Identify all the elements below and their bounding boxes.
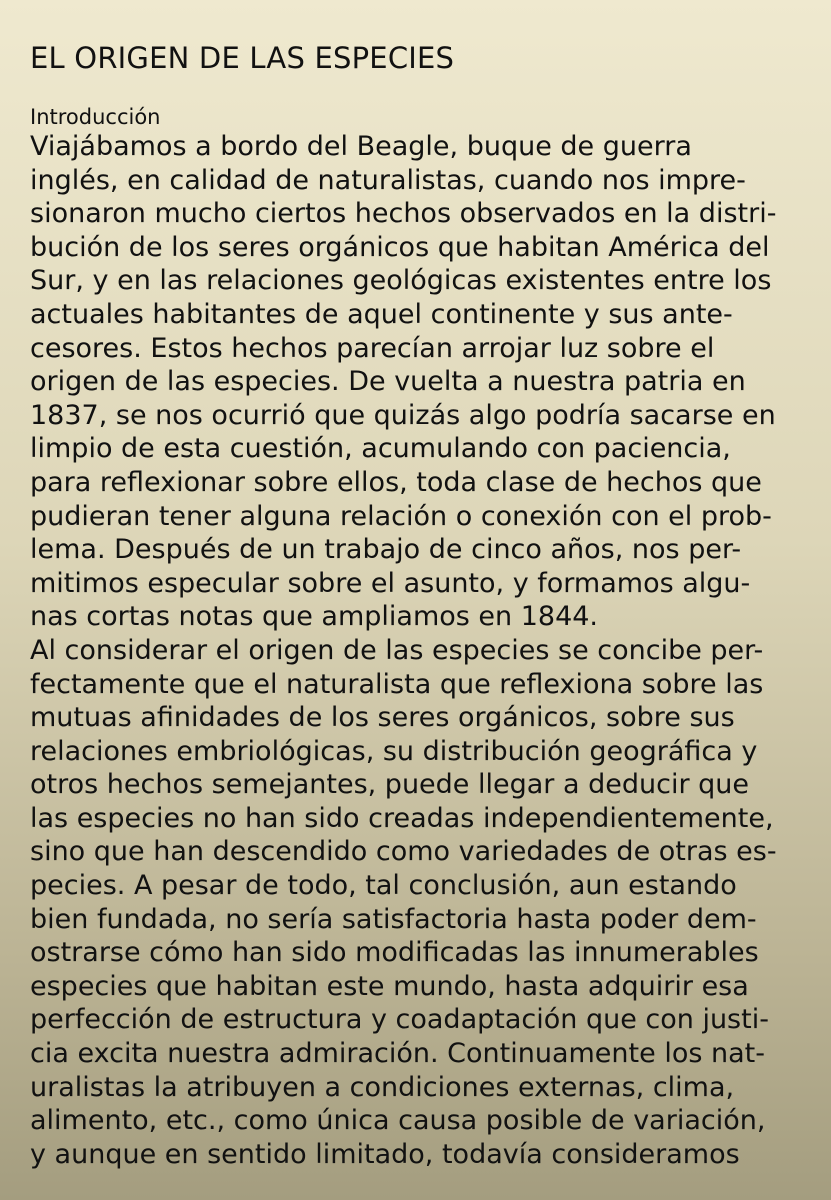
text-line: alimento, etc., como única causa posible de variación, bbox=[30, 1105, 766, 1137]
section-heading: Introducción bbox=[30, 105, 161, 129]
text-line: cia excita nuestra admiración. Continuamente los nat- bbox=[30, 1038, 765, 1070]
text-line: limpio de esta cuestión, acumulando con paciencia, bbox=[30, 433, 731, 465]
text-line: perfección de estructura y coadaptación que con justi- bbox=[30, 1004, 769, 1036]
text-line: inglés, en calidad de naturalistas, cuando nos impre- bbox=[30, 164, 746, 196]
text-line: Sur, y en las relaciones geológicas existentes entre los bbox=[30, 265, 772, 297]
text-line: origen de las especies. De vuelta a nuestra patria en bbox=[30, 366, 746, 398]
text-line: pudieran tener alguna relación o conexión con el prob- bbox=[30, 500, 772, 532]
text-line: cesores. Estos hechos parecían arrojar luz sobre el bbox=[30, 332, 715, 364]
text-line: especies que habitan este mundo, hasta adquirir esa bbox=[30, 970, 749, 1002]
text-line: mutuas afinidades de los seres orgánicos, sobre sus bbox=[30, 702, 735, 734]
text-line: uralistas la atribuyen a condiciones externas, clima, bbox=[30, 1071, 735, 1103]
text-line: fectamente que el naturalista que reflexiona sobre las bbox=[30, 668, 764, 700]
text-line: las especies no han sido creadas independientemente, bbox=[30, 802, 774, 834]
text-line: y aunque en sentido limitado, todavía consideramos bbox=[30, 1138, 740, 1170]
text-line: bución de los seres orgánicos que habitan América del bbox=[30, 231, 770, 263]
text-line: nas cortas notas que ampliamos en 1844. bbox=[30, 601, 599, 633]
text-line: 1837, se nos ocurrió que quizás algo podría sacarse en bbox=[30, 399, 776, 431]
text-line: Viajábamos a bordo del Beagle, buque de guerra bbox=[30, 131, 692, 162]
text-line: para reflexionar sobre ellos, toda clase de hechos que bbox=[30, 466, 762, 498]
text-line: ostrarse cómo han sido modificadas las innumerables bbox=[30, 937, 759, 969]
text-line: bien fundada, no sería satisfactoria hasta poder dem- bbox=[30, 903, 757, 935]
text-line: lema. Después de un trabajo de cinco años, nos per- bbox=[30, 534, 742, 566]
text-line: Al considerar el origen de las especies se concibe per- bbox=[30, 634, 764, 666]
paragraph-2 bbox=[30, 634, 811, 1172]
page-title: EL ORIGEN DE LAS ESPECIES bbox=[30, 41, 455, 75]
text-line: sino que han descendido como variedades de otras es- bbox=[30, 836, 777, 868]
paragraph-1 bbox=[30, 130, 811, 634]
text-line: sionaron mucho ciertos hechos observados en la distri- bbox=[30, 198, 777, 230]
text-line: mitimos especular sobre el asunto, y formamos algu- bbox=[30, 567, 751, 599]
text-line: actuales habitantes de aquel continente y sus ante- bbox=[30, 298, 733, 330]
text-line: relaciones embriológicas, su distribución geográfica y bbox=[30, 735, 758, 767]
text-line: pecies. A pesar de todo, tal conclusión, aun estando bbox=[30, 870, 737, 902]
text-line: otros hechos semejantes, puede llegar a deducir que bbox=[30, 769, 750, 801]
